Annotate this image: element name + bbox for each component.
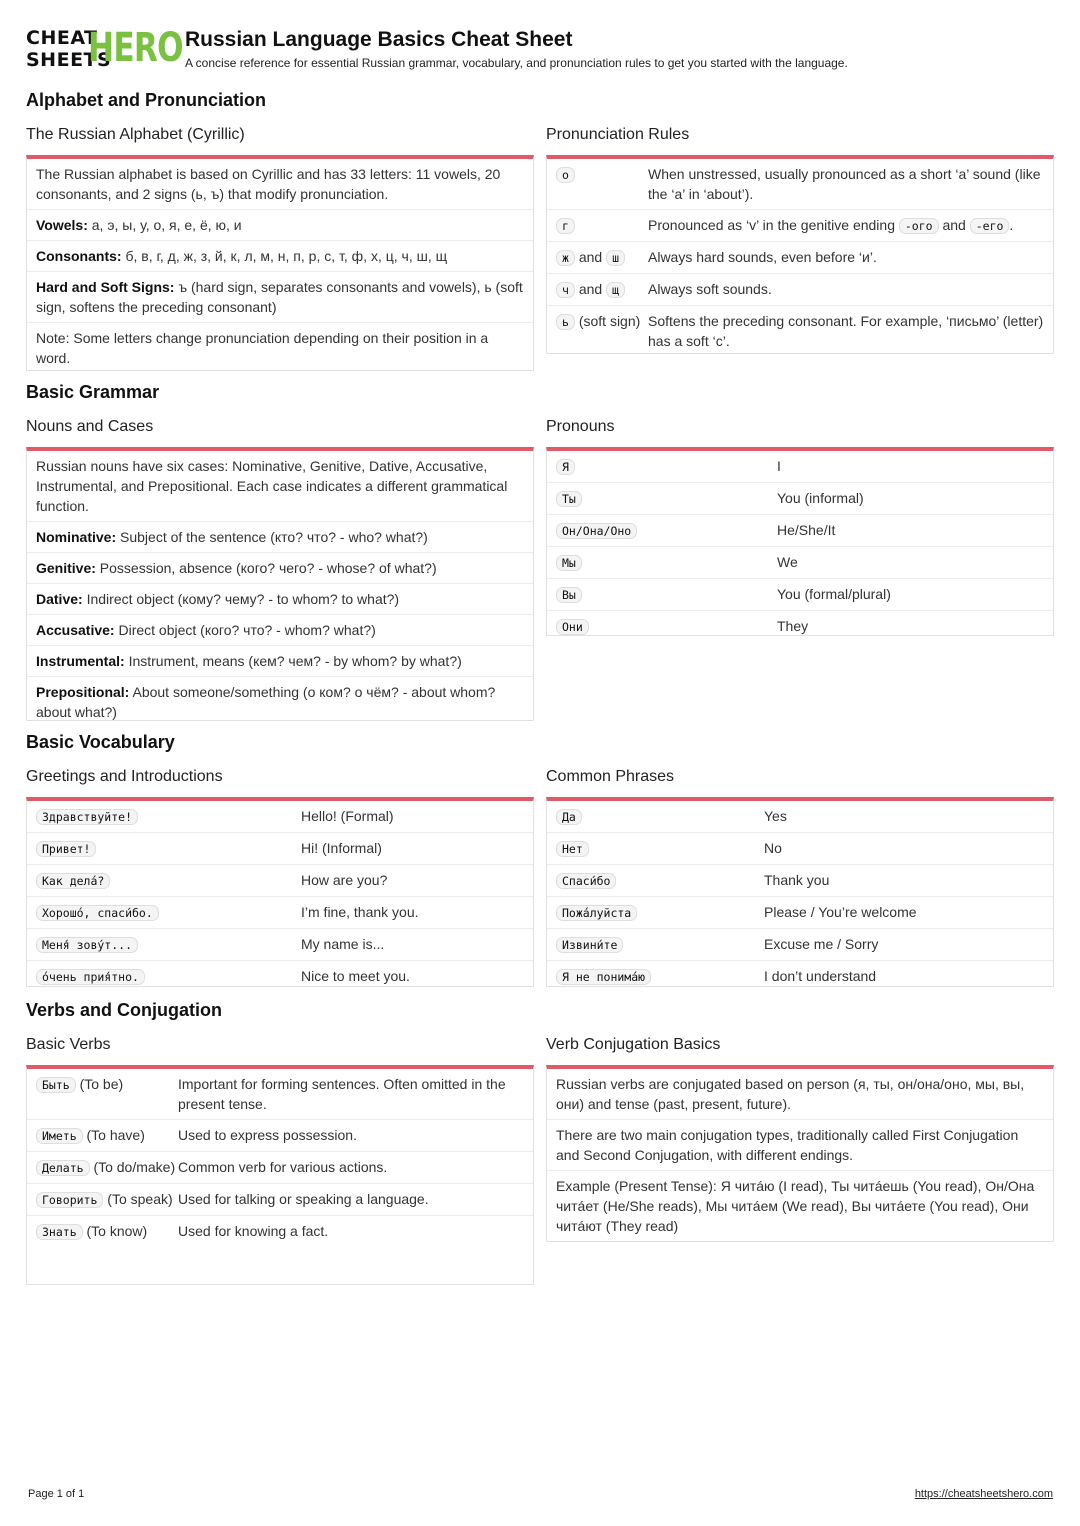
case-row	[27, 646, 533, 677]
verb-desc: Important for forming sentences. Often omitted in the present tense.	[178, 1076, 506, 1112]
signs-text: ъ (hard sign, separates consonants and vowels), ь (soft sign, softens the preceding consonant)	[36, 279, 523, 315]
phrase-row	[547, 929, 1053, 961]
verb-gloss: (To have)	[86, 1127, 145, 1143]
pron-and: and	[942, 217, 966, 233]
pron-and: and	[578, 281, 603, 297]
pron-key: щ	[606, 282, 625, 298]
pronoun-row	[547, 515, 1053, 547]
phrase-row	[547, 961, 1053, 992]
vowels-text: а, э, ы, у, о, я, е, ё, ю, и	[91, 217, 242, 233]
pronoun-ru: Они	[556, 619, 589, 635]
verb-ru: Иметь	[36, 1128, 83, 1144]
phrase-ru: Пожáлуйста	[556, 905, 637, 921]
greeting-ru: Меня́ зовýт...	[36, 937, 138, 953]
pronoun-en: I	[777, 458, 781, 474]
pronoun-ru: Вы	[556, 587, 582, 603]
pron-period: .	[1009, 217, 1014, 233]
greeting-ru: Привет!	[36, 841, 96, 857]
page-subtitle: A concise reference for essential Russian grammar, vocabulary, and pronunciation rules to get you started with the language.	[185, 56, 848, 70]
phrase-row	[547, 865, 1053, 897]
card-title-nouns: Nouns and Cases	[26, 418, 154, 435]
verb-ru: Быть	[36, 1077, 76, 1093]
alphabet-consonants	[27, 241, 533, 272]
pron-and: and	[578, 249, 603, 265]
pronoun-ru: Ты	[556, 491, 582, 507]
greeting-row	[27, 865, 533, 897]
verb-gloss: (To do/make)	[93, 1159, 176, 1175]
phrase-ru: Я не понимáю	[556, 969, 651, 985]
pronoun-row	[547, 451, 1053, 483]
site-link[interactable]: https://cheatsheetshero.com	[914, 1488, 1053, 1500]
logo-text-sheets: SHEETS	[26, 49, 112, 71]
conjugation-example: Example (Present Tense): Я читáю (I read), Ты читáешь (You read), Он/Она читáет (He/She reads), Мы читáем (We read), Вы читáете (You read), Они читáют (They read)	[556, 1178, 1035, 1234]
conjugation-row: Russian verbs are conjugated based on person (я, ты, он/она/оно, мы, вы, они) and tense (past, present, future).	[547, 1069, 1053, 1120]
verb-row	[27, 1152, 533, 1184]
case-row	[27, 584, 533, 615]
case-text: Possession, absence (кого? чего? - whose? of what?)	[99, 560, 437, 576]
alphabet-vowels	[27, 210, 533, 241]
card-alphabet	[26, 155, 534, 371]
case-row	[27, 677, 533, 727]
card-title-phrases: Common Phrases	[546, 768, 675, 785]
pronoun-row	[547, 579, 1053, 611]
case-text: Indirect object (кому? чему? - to whom? to what?)	[86, 591, 400, 607]
case-text: About someone/something (о ком? о чём? - about whom? about what?)	[36, 684, 496, 720]
phrase-en: Thank you	[764, 872, 830, 888]
page-title: Russian Language Basics Cheat Sheet	[185, 28, 573, 51]
phrase-en: Yes	[764, 808, 787, 824]
verb-ru: Знать	[36, 1224, 83, 1240]
phrase-row	[547, 897, 1053, 929]
verb-row	[27, 1184, 533, 1216]
pronoun-row	[547, 611, 1053, 642]
phrase-en: Please / You’re welcome	[764, 904, 917, 920]
case-label: Nominative:	[36, 529, 117, 545]
phrase-en: I don’t understand	[764, 968, 877, 984]
case-label: Prepositional:	[36, 684, 130, 700]
phrase-en: No	[764, 840, 782, 856]
greeting-en: Nice to meet you.	[301, 968, 410, 984]
pron-suffix: (soft sign)	[578, 313, 641, 329]
greeting-en: Hi! (Informal)	[301, 840, 382, 856]
greeting-row	[27, 961, 533, 992]
pron-key: ш	[606, 250, 625, 266]
pron-desc: Always hard sounds, even before ‘и’.	[648, 249, 877, 265]
page-number: Page 1 of 1	[28, 1488, 85, 1500]
case-label: Dative:	[36, 591, 83, 607]
section-title-vocab: Basic Vocabulary	[26, 732, 175, 752]
phrase-ru: Да	[556, 809, 582, 825]
pron-desc: Always soft sounds.	[648, 281, 772, 297]
card-nouns	[26, 447, 534, 721]
pron-key: ь	[556, 314, 575, 330]
pron-row	[547, 242, 1053, 274]
pron-desc: Softens the preceding consonant. For example, ‘письмо’ (letter) has a soft ‘с’.	[648, 313, 1044, 349]
phrase-ru: Нет	[556, 841, 589, 857]
pron-key: г	[556, 218, 575, 234]
verb-gloss: (To know)	[86, 1223, 148, 1239]
verb-ru: Говорить	[36, 1192, 103, 1208]
verb-desc: Common verb for various actions.	[178, 1159, 388, 1175]
pron-row	[547, 274, 1053, 306]
card-phrases	[546, 797, 1054, 987]
nouns-intro: Russian nouns have six cases: Nominative, Genitive, Dative, Accusative, Instrumental, and Prepositional. Each case indicates a different grammatical function.	[27, 451, 533, 522]
greeting-en: Hello! (Formal)	[301, 808, 394, 824]
verb-desc: Used for talking or speaking a language.	[178, 1191, 429, 1207]
greeting-en: How are you?	[301, 872, 388, 888]
card-title-conjugation: Verb Conjugation Basics	[546, 1036, 721, 1053]
verb-gloss: (To be)	[79, 1076, 124, 1092]
case-text: Instrument, means (кем? чем? - by whom? by what?)	[128, 653, 462, 669]
greeting-row	[27, 833, 533, 865]
pronoun-en: You (informal)	[777, 490, 864, 506]
pron-desc	[648, 215, 1044, 236]
case-row	[27, 522, 533, 553]
ending-ego: -его	[970, 218, 1010, 234]
verb-row	[27, 1069, 533, 1120]
alphabet-note: Note: Some letters change pronunciation depending on their position in a word.	[36, 330, 489, 366]
card-title-greetings: Greetings and Introductions	[26, 768, 223, 785]
pronoun-ru: Мы	[556, 555, 582, 571]
phrase-ru: Извини́те	[556, 937, 623, 953]
logo-text-cheat: CHEAT	[26, 27, 98, 49]
pron-row	[547, 210, 1053, 242]
cheatsheetshero-logo[interactable]	[26, 25, 183, 72]
greeting-en: My name is...	[301, 936, 385, 952]
greeting-row	[27, 897, 533, 929]
case-label: Accusative:	[36, 622, 115, 638]
card-title-pronouns: Pronouns	[546, 418, 615, 435]
pron-key: ч	[556, 282, 575, 298]
logo-text-hero: HERO	[88, 25, 183, 71]
pronoun-row	[547, 483, 1053, 515]
alphabet-intro: The Russian alphabet is based on Cyrillic and has 33 letters: 11 vowels, 20 consonants, and 2 signs (ь, ъ) that modify pronunciation.	[27, 159, 533, 210]
section-title-alphabet: Alphabet and Pronunciation	[26, 90, 267, 110]
verb-row	[27, 1120, 533, 1152]
phrase-row	[547, 801, 1053, 833]
pron-row	[547, 306, 1053, 356]
card-title-pronunciation: Pronunciation Rules	[546, 126, 690, 143]
pron-desc: When unstressed, usually pronounced as a short ‘a’ sound (like the ‘a’ in ‘about’).	[648, 166, 1041, 202]
pronoun-en: He/She/It	[777, 522, 836, 538]
pronoun-en: They	[777, 618, 809, 634]
card-title-alphabet: The Russian Alphabet (Cyrillic)	[26, 126, 245, 143]
verb-ru: Делать	[36, 1160, 90, 1176]
consonants-text: б, в, г, д, ж, з, й, к, л, м, н, п, р, с, т, ф, х, ц, ч, ш, щ	[125, 248, 448, 264]
verb-gloss: (To speak)	[107, 1191, 173, 1207]
vowels-label: Vowels:	[36, 217, 88, 233]
case-label: Genitive:	[36, 560, 96, 576]
section-title-grammar: Basic Grammar	[26, 382, 160, 402]
greeting-en: I’m fine, thank you.	[301, 904, 419, 920]
conjugation-row: There are two main conjugation types, traditionally called First Conjugation and Second Conjugation, with different endings.	[547, 1120, 1053, 1171]
pronoun-en: You (formal/plural)	[777, 586, 891, 602]
ending-ogo: -ого	[899, 218, 939, 234]
case-text: Direct object (кого? что? - whom? what?)	[118, 622, 376, 638]
card-pronunciation	[546, 155, 1054, 354]
pron-key: о	[556, 167, 575, 183]
greeting-ru: Здравствуйте!	[36, 809, 138, 825]
greeting-row	[27, 929, 533, 961]
verb-desc: Used for knowing a fact.	[178, 1223, 329, 1239]
pronoun-en: We	[777, 554, 798, 570]
greeting-row	[27, 801, 533, 833]
section-title-verbs: Verbs and Conjugation	[26, 1000, 223, 1020]
phrase-en: Excuse me / Sorry	[764, 936, 879, 952]
alphabet-signs	[27, 272, 533, 323]
pronoun-ru: Он/Она/Оно	[556, 523, 637, 539]
case-row	[27, 553, 533, 584]
pron-desc-text: Pronounced as ‘v’ in the genitive ending	[648, 217, 895, 233]
verb-row	[27, 1216, 533, 1247]
consonants-label: Consonants:	[36, 248, 122, 264]
pronoun-row	[547, 547, 1053, 579]
case-label: Instrumental:	[36, 653, 125, 669]
phrase-row	[547, 833, 1053, 865]
card-basic-verbs	[26, 1065, 534, 1285]
verb-desc: Used to express possession.	[178, 1127, 357, 1143]
page-header	[26, 26, 1056, 74]
greeting-ru: óчень прия́тно.	[36, 969, 145, 985]
card-pronouns	[546, 447, 1054, 636]
pronoun-ru: Я	[556, 459, 575, 475]
greeting-ru: Как делá?	[36, 873, 110, 889]
card-title-basic-verbs: Basic Verbs	[26, 1036, 111, 1053]
signs-label: Hard and Soft Signs:	[36, 279, 175, 295]
phrase-ru: Спаси́бо	[556, 873, 616, 889]
case-row	[27, 615, 533, 646]
card-conjugation	[546, 1065, 1054, 1242]
pron-row	[547, 159, 1053, 210]
greeting-ru: Хорошó, спаси́бо.	[36, 905, 159, 921]
card-greetings	[26, 797, 534, 987]
case-text: Subject of the sentence (кто? что? - who? what?)	[120, 529, 428, 545]
pron-key: ж	[556, 250, 575, 266]
